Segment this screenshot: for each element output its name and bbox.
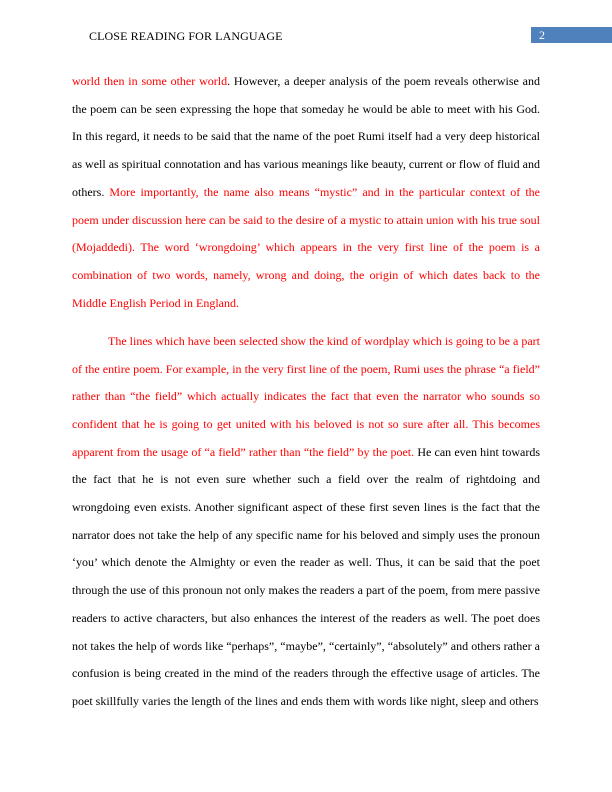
body-paragraph-2	[72, 328, 540, 716]
body-paragraph-1	[72, 68, 540, 317]
highlighted-text: world then in some other world	[72, 74, 228, 88]
highlighted-text: The lines which have been selected show the kind of wordplay which is going to be a part of the entire poem. For example, in the very first line of the poem, Rumi uses the phrase “a field” rather than “the field” which actually indicates the fact that even the narrator who sounds so confident that he is going to get united with his beloved is not so sure after all. This becomes apparent from the usage of “a field” rather than “the field” by the poet.	[72, 333, 540, 459]
page-number: 2	[539, 28, 545, 42]
document-body	[72, 68, 540, 716]
running-header-title: CLOSE READING FOR LANGUAGE	[89, 29, 283, 43]
body-text: . However, a deeper analysis of the poem reveals otherwise and the poem can be seen expressing the hope that someday he would be able to meet with his God. In this regard, it needs to be said that the name of the poet Rumi itself had a very deep historical as well as spiritual connotation and has various meanings like beauty, current or flow of fluid and others.	[72, 74, 541, 199]
highlighted-text: More importantly, the name also means “mystic” and in the particular context of the poem under discussion here can be said to the desire of a mystic to attain union with his true soul (Mojaddedi). The word ‘wrongdoing’ which appears in the very first line of the poem is a combination of two words, namely, wrong and doing, the origin of which dates back to the Middle English Period in England.	[72, 184, 541, 310]
body-text: He can even hint towards the fact that he is not even sure whether such a field over the realm of rightdoing and wrongdoing even exists. Another significant aspect of these first seven lines is the fact that the narrator does not take the help of any specific name for his beloved and simply uses the pronoun ‘you’ which denote the Almighty or even the reader as well. Thus, it can be said that the poet through the use of this pronoun not only makes the readers a part of the poem, from mere passive readers to active characters, but also enhances the interest of the readers as well. The poet does not takes the help of words like “perhaps”, “maybe”, “certainly”, “absolutely” and others rather a confusion is being created in the mind of the readers through the effective usage of articles. The poet skillfully varies the length of the lines and ends them with words like night, sleep and others	[72, 444, 540, 708]
page-number-badge	[531, 27, 612, 43]
